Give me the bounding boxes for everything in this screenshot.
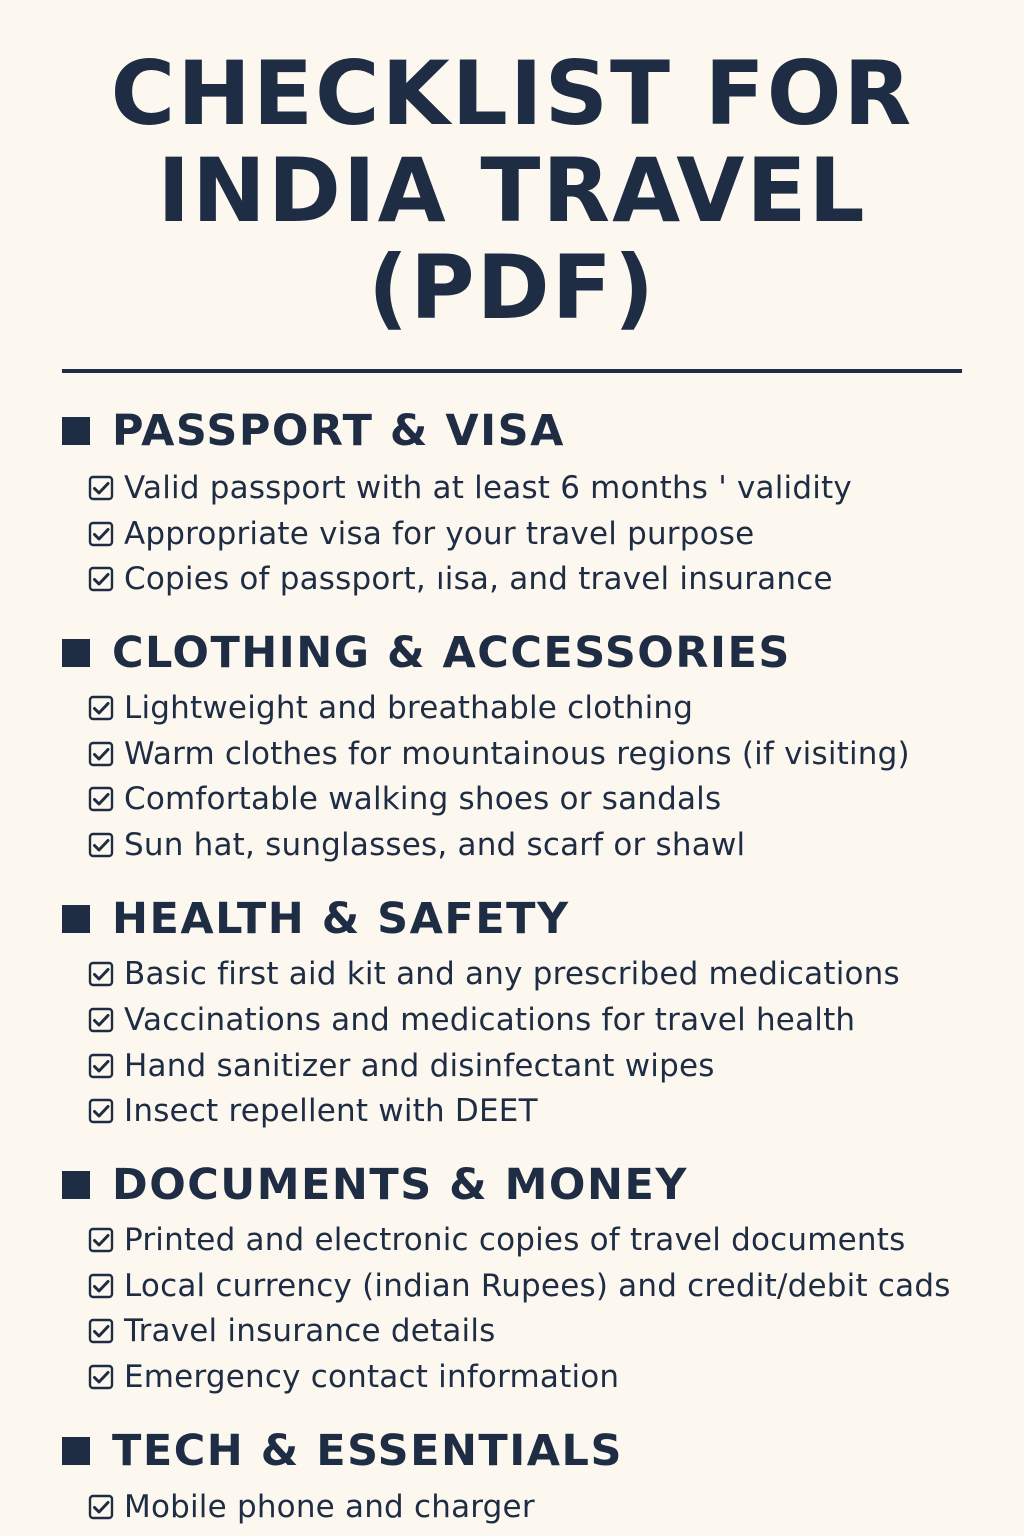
checklist-item (88, 1312, 496, 1350)
page-title (70, 42, 954, 339)
checked-box-icon (88, 521, 114, 547)
checklist-item-text: Hand sanitizer and disinfectant wipes (124, 1048, 715, 1084)
checklist-item (88, 515, 754, 553)
checked-box-icon (88, 566, 114, 592)
checklist-item-text: Insect repellent with DEET (124, 1093, 538, 1129)
page-title-line-3: (PDF) (367, 236, 657, 339)
checklist-item-text: Copies of passport, ıisa, and travel insurance (124, 561, 833, 597)
checklist-item (88, 1358, 619, 1396)
checklist-item-text: Vaccinations and medications for travel health (124, 1002, 856, 1038)
checked-box-icon (88, 1364, 114, 1390)
checklist-item-text: Basic first aid kit and any prescribed medications (124, 956, 900, 992)
checklist-item (88, 469, 852, 507)
checked-box-icon (88, 961, 114, 987)
section-title: DOCUMENTS & MONEY (112, 1160, 688, 1210)
checked-box-icon (88, 741, 114, 767)
checklist-item-text: Printed and electronic copies of travel documents (124, 1222, 906, 1258)
square-bullet-icon (62, 639, 90, 667)
checklist-item (88, 826, 745, 864)
section-header-tech-essentials (62, 1426, 623, 1476)
title-divider (62, 369, 962, 373)
checklist-item (88, 1047, 715, 1085)
checklist-item-text: Travel insurance details (124, 1313, 496, 1349)
section-header-clothing-accessories (62, 628, 791, 678)
page-title-line-2: INDIA TRAVEL (157, 139, 867, 242)
checklist-item-text: Sun hat, sunglasses, and scarf or shawl (124, 827, 746, 863)
section-header-passport-visa (62, 406, 565, 456)
checklist-item-text: Lightweight and breathable clothing (124, 690, 694, 726)
checklist-item (88, 1488, 535, 1526)
checked-box-icon (88, 475, 114, 501)
checked-box-icon (88, 1053, 114, 1079)
section-title: TECH & ESSENTIALS (112, 1426, 623, 1476)
checklist-item (88, 1267, 951, 1305)
checklist-item-text: Mobile phone and charger (124, 1489, 535, 1525)
square-bullet-icon (62, 1437, 90, 1465)
square-bullet-icon (62, 905, 90, 933)
square-bullet-icon (62, 1171, 90, 1199)
checklist-item (88, 560, 833, 598)
checked-box-icon (88, 1494, 114, 1520)
section-title: CLOTHING & ACCESSORIES (112, 628, 791, 678)
checklist-item (88, 955, 900, 993)
section-header-documents-money (62, 1160, 688, 1210)
page-title-line-1: CHECKLIST FOR (110, 42, 914, 145)
section-header-health-safety (62, 894, 570, 944)
checklist-item-text: Local currency (indian Rupees) and credit/debit cads (124, 1268, 951, 1304)
checked-box-icon (88, 695, 114, 721)
checklist-item-text: Appropriate visa for your travel purpose (124, 516, 755, 552)
checked-box-icon (88, 1007, 114, 1033)
checklist-item (88, 780, 721, 818)
checked-box-icon (88, 832, 114, 858)
checked-box-icon (88, 786, 114, 812)
section-title: PASSPORT & VISA (112, 406, 565, 456)
checklist-item-text: Warm clothes for mountainous regions (if visiting) (124, 736, 910, 772)
section-title: HEALTH & SAFETY (112, 894, 570, 944)
checked-box-icon (88, 1098, 114, 1124)
checklist-item (88, 1221, 906, 1259)
checklist-item (88, 1001, 855, 1039)
checked-box-icon (88, 1227, 114, 1253)
checklist-item-text: Emergency contact information (124, 1359, 620, 1395)
checked-box-icon (88, 1318, 114, 1344)
checklist-item (88, 689, 693, 727)
square-bullet-icon (62, 417, 90, 445)
checklist-item-text: Comfortable walking shoes or sandals (124, 781, 722, 817)
checklist-item (88, 1092, 538, 1130)
checklist-item (88, 735, 910, 773)
checklist-item-text: Valid passport with at least 6 months ' validity (124, 470, 852, 506)
checked-box-icon (88, 1273, 114, 1299)
